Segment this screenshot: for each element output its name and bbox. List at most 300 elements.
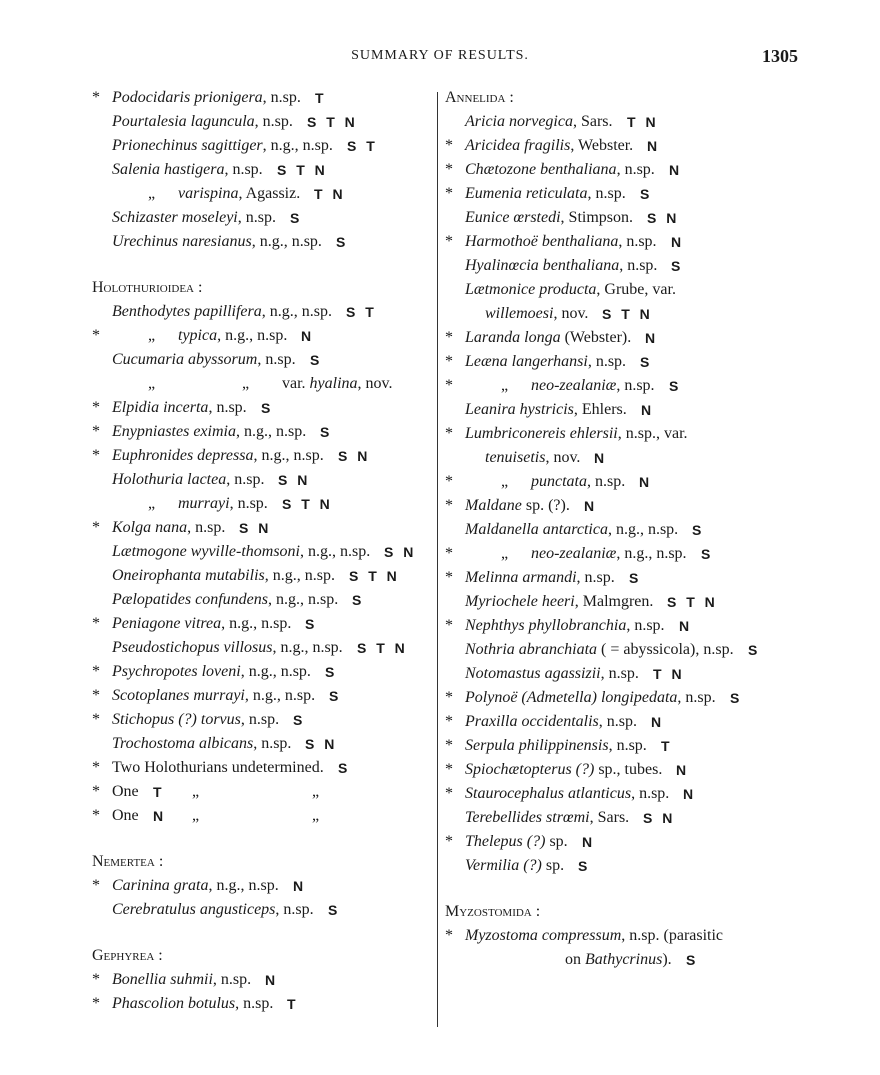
species-authority: , n.sp. [229,495,268,512]
species-authority: , n.g., n.sp. [264,567,335,584]
asterisk-marker: * [445,689,453,706]
species-name: Psychropotes loveni [112,663,241,680]
species-authority: sp. (?). [521,497,570,514]
distribution-code: S T N [357,640,408,656]
species-authority: , n.sp. [224,161,263,178]
species-line [112,396,247,420]
distribution-code: S [692,522,705,538]
species-line [282,372,393,396]
species-authority: , Agassiz. [238,185,301,202]
echinoidea-list [92,86,432,254]
asterisk-marker: * [445,617,453,634]
continuation-name: tenuisetis [485,449,546,466]
species-authority: , n.sp. (parasitic [621,927,724,944]
species-authority: , n.sp. [587,473,626,490]
distribution-code: S T N [602,306,653,322]
species-line [112,660,311,684]
asterisk-marker: * [445,497,453,514]
asterisk-marker: * [445,329,453,346]
species-name: Podocidaris prionigera [112,89,263,106]
species-authority: , n.g., n.sp. [251,233,322,250]
distribution-code: T N [314,186,346,202]
species-line [531,374,655,398]
asterisk-marker: * [445,377,453,394]
species-name: Thelepus (?) [465,833,546,850]
species-line [178,182,300,206]
species-line [465,254,657,278]
distribution-code: N [639,474,653,490]
species-name: Cucumaria abyssorum [112,351,258,368]
species-name: Serpula philippinensis [465,737,609,754]
species-name: Scotoplanes murrayi [112,687,245,704]
species-entry [92,540,432,564]
species-entry [445,254,795,278]
species-entry [445,710,795,734]
species-authority: , Grube, var. [596,281,676,298]
species-entry [445,662,795,686]
ditto-mark: „ [148,185,156,202]
species-entry [445,734,795,758]
distribution-code: S [748,642,761,658]
species-name: Stichopus (?) torvus [112,711,241,728]
distribution-code: S [578,858,591,874]
species-name: Cerebratulus angusticeps [112,901,276,918]
distribution-code: S N [643,810,676,826]
species-line [112,898,314,922]
species-name: Leanira hystricis [465,401,574,418]
distribution-code: S [261,400,274,416]
species-line [465,638,734,662]
asterisk-marker: * [445,737,453,754]
species-line [465,590,653,614]
species-line [465,326,631,350]
species-line [112,588,338,612]
asterisk-marker: * [445,785,453,802]
species-line [465,710,637,734]
distribution-code: N [651,714,665,730]
species-authority: , n.sp. [598,713,637,730]
species-name: Eumenia reticulata [465,185,588,202]
asterisk-marker: * [92,615,100,632]
species-entry [445,614,795,638]
asterisk-marker: * [445,161,453,178]
species-line [112,420,306,444]
species-entry [92,732,432,756]
species-authority: , n.sp. [237,209,276,226]
species-line [465,806,629,830]
species-line [465,566,615,590]
distribution-code: T [315,90,327,106]
species-entry [445,542,795,566]
distribution-code: N [584,498,598,514]
species-authority: , n.sp. [576,569,615,586]
species-authority: , n.sp. [226,471,265,488]
section-title-myzostomida: Myzostomida : [445,903,541,920]
running-head: SUMMARY OF RESULTS. [351,48,529,63]
distribution-code: N [594,450,608,466]
species-name: Peniagone vitrea [112,615,222,632]
distribution-code: N [683,786,697,802]
species-line [112,230,322,254]
distribution-code: S T N [349,568,400,584]
asterisk-marker: * [445,761,453,778]
species-name: Maldane [465,497,522,514]
species-authority: , n.sp. [262,89,301,106]
species-name: Lætmonice producta [465,281,597,298]
species-authority: , n.sp. [208,399,247,416]
species-authority: , n.g., n.sp. [272,639,343,656]
species-entry [92,396,432,420]
asterisk-marker: * [445,545,453,562]
species-authority: , n.g., n.sp. [262,137,333,154]
distribution-code: S [352,592,365,608]
ditto-mark: „ [501,377,509,394]
species-continuation [485,446,580,470]
species-entry [92,588,432,612]
species-name: Oneirophanta mutabilis [112,567,265,584]
distribution-code: S N [384,544,417,560]
distribution-code: S [671,258,684,274]
species-authority: , n.sp. [253,735,292,752]
species-authority: , n.sp. [619,257,658,274]
species-authority: , n.g., n.sp. [261,303,332,320]
species-line [465,782,669,806]
species-name: Nephthys phyllobranchia [465,617,627,634]
species-line [112,300,332,324]
asterisk-marker: * [92,399,100,416]
distribution-code: T N [653,666,685,682]
distribution-code: N [582,834,596,850]
asterisk-marker: * [445,713,453,730]
asterisk-marker: * [92,423,100,440]
species-name: Spiochætopterus (?) [465,761,595,778]
distribution-code: N [153,808,167,824]
asterisk-marker: * [92,995,100,1012]
species-authority: , n.sp., var. [617,425,688,442]
continuation-suffix: , nov. [553,305,589,322]
species-line [465,350,626,374]
species-entry [92,230,432,254]
distribution-code: S [320,424,333,440]
distribution-code: S [669,378,682,394]
species-entry [445,494,795,518]
species-line [465,686,716,710]
distribution-code: N [676,762,690,778]
species-line [112,158,263,182]
species-entry [445,518,795,542]
species-authority: sp. [541,857,565,874]
distribution-code: T [153,784,165,800]
species-entry [92,992,432,1016]
species-authority: , n.sp. [235,995,274,1012]
species-name: Aricia norvegica [465,113,573,130]
species-continuation [485,302,588,326]
species-entry [445,182,795,206]
species-authority: , n.sp. [631,785,670,802]
species-line [465,854,564,878]
ditto-mark: „ [312,807,320,824]
asterisk-marker: * [92,807,100,824]
species-line [465,230,657,254]
species-entry [445,590,795,614]
distribution-code: N [645,330,659,346]
left-column [92,86,432,1045]
species-line [465,398,627,422]
species-line [112,86,301,110]
species-authority: sp. [545,833,568,850]
gephyrea-list [92,968,432,1016]
species-entry [92,708,432,732]
species-line [112,134,333,158]
species-line [465,422,688,446]
species-line [465,518,678,542]
distribution-code: N [679,618,693,634]
species-name: Nothria abranchiata [465,641,598,658]
species-name: Kolga nana [112,519,188,536]
species-entry [92,492,432,516]
species-line [112,516,225,540]
species-line [112,874,279,898]
species-name: Notomastus agassizii [465,665,601,682]
species-entry [445,470,795,494]
species-line [465,662,639,686]
species-continuation [565,948,672,972]
species-entry [92,968,432,992]
ditto-mark: „ [312,783,320,800]
species-entry [92,516,432,540]
distribution-code: S T N [277,162,328,178]
species-name: Myzostoma compressum [465,927,622,944]
species-authority: , n.sp. [618,233,657,250]
distribution-code: S [329,688,342,704]
asterisk-marker: * [92,711,100,728]
species-entry [445,110,795,134]
ditto-mark: „ [148,375,156,392]
species-name: Pourtalesia laguncula [112,113,255,130]
species-line [465,110,613,134]
species-entry [445,806,795,830]
species-authority: , n.sp. [600,665,639,682]
distribution-code: S T N [667,594,718,610]
distribution-code: S T [347,138,378,154]
species-line [112,636,343,660]
asterisk-marker: * [92,971,100,988]
species-name: murrayi [178,495,230,512]
ditto-mark: „ [501,545,509,562]
species-line [112,206,276,230]
distribution-code: N [669,162,683,178]
entry-text: Two Holothurians undetermined. [112,759,324,776]
species-entry [445,422,795,470]
ditto-mark: „ [242,375,250,392]
section-title-annelida: Annelida : [445,89,514,106]
distribution-code: T N [627,114,659,130]
asterisk-marker: * [445,185,453,202]
species-entry [445,230,795,254]
species-line [465,494,570,518]
asterisk-marker: * [445,569,453,586]
species-entry [92,300,432,324]
asterisk-marker: * [92,783,100,800]
species-name: Lætmogone wyville-thomsoni [112,543,300,560]
species-line [112,708,279,732]
species-line [178,324,287,348]
species-authority: , n.g., n.sp. [208,877,279,894]
asterisk-marker: * [92,447,100,464]
species-name: Aricidea fragilis [465,137,571,154]
species-entry [445,398,795,422]
species-line [112,968,251,992]
species-entry [92,780,432,804]
annelida-list [445,110,795,878]
distribution-code: S [701,546,714,562]
species-line [531,470,625,494]
species-entry [445,326,795,350]
asterisk-marker: * [445,353,453,370]
species-line [178,492,268,516]
species-name: Phascolion botulus [112,995,236,1012]
species-name: Chætozone benthaliana [465,161,617,178]
species-authority: , n.sp. [616,377,655,394]
entry-text: One [112,783,139,800]
species-authority: , n.sp. [677,689,716,706]
species-name: Vermilia (?) [465,857,542,874]
species-name: typica [178,327,218,344]
species-line [531,542,687,566]
species-authority: , Sars. [572,113,613,130]
species-authority: , n.g., n.sp. [235,423,307,440]
continuation-suffix: , nov. [545,449,581,466]
species-authority: , n.g., n.sp. [244,687,316,704]
species-line [112,612,291,636]
species-entry [445,374,795,398]
species-name: Hyalinœcia benthaliana [465,257,620,274]
species-authority: , Sars. [589,809,630,826]
species-name: Salenia hastigera [112,161,225,178]
species-authority: , n.sp. [616,161,655,178]
species-name: Laranda longa [465,329,561,346]
species-entry [92,110,432,134]
species-name: Pseudostichopus villosus [112,639,273,656]
species-entry [445,134,795,158]
species-line [112,564,335,588]
distribution-code: N [647,138,661,154]
distribution-code: S [290,210,303,226]
species-authority: , n.sp. [275,901,314,918]
species-entry [92,182,432,206]
distribution-code: N [641,402,655,418]
species-entry [92,158,432,182]
asterisk-marker: * [445,833,453,850]
column-divider [437,92,438,1027]
species-authority: (Webster). [560,329,632,346]
continuation-suffix: ). [662,951,672,968]
species-name: Praxilla occidentalis [465,713,599,730]
species-entry [92,134,432,158]
page-number: 1305 [762,46,798,66]
species-entry [445,758,795,782]
species-name: Enypniastes eximia [112,423,236,440]
species-entry [92,660,432,684]
distribution-code: S [293,712,306,728]
species-line [112,444,324,468]
species-entry [445,830,795,854]
distribution-code: S [305,616,318,632]
species-authority: , n.sp. [240,711,280,728]
right-column [445,86,795,1045]
asterisk-marker: * [92,759,100,776]
species-name: Staurocephalus atlanticus [465,785,632,802]
species-name: Euphronides depressa [112,447,254,464]
species-name: Elpidia incerta [112,399,209,416]
species-entry [445,638,795,662]
distribution-code: S T [346,304,377,320]
species-authority: , n.sp. [587,185,626,202]
distribution-code: S [325,664,338,680]
species-entry [92,420,432,444]
species-name: Carinina grata [112,877,209,894]
species-name: Prionechinus sagittiger [112,137,263,154]
species-entry [92,444,432,468]
asterisk-marker: * [445,233,453,250]
species-name: Trochostoma albicans [112,735,254,752]
asterisk-marker: * [445,473,453,490]
species-entry [445,158,795,182]
asterisk-marker: * [92,89,100,106]
species-entry [445,278,795,326]
species-name: Harmothoë benthaliana [465,233,619,250]
species-entry [92,324,432,348]
species-line [112,992,273,1016]
species-line [112,732,291,756]
distribution-code: S N [338,448,371,464]
species-authority: , n.g., n.sp. [240,663,311,680]
species-name: Polynoë (Admetella) longipedata [465,689,678,706]
species-authority: , nov. [357,375,393,392]
species-name: Urechinus naresianus [112,233,252,250]
species-authority: , n.g., n.sp. [217,327,288,344]
species-authority: , n.sp. [254,113,293,130]
species-line [465,830,568,854]
ditto-mark: „ [148,327,156,344]
nemertea-list [92,874,432,922]
species-line [465,278,676,302]
myzostomida-list [445,924,795,972]
species-name: neo-zealaniæ [531,377,617,394]
species-entry [445,686,795,710]
distribution-code: S N [278,472,311,488]
ditto-mark: „ [148,495,156,512]
species-entry [92,636,432,660]
species-line [465,206,633,230]
species-name: Melinna armandi [465,569,577,586]
species-entry [92,372,432,396]
species-authority: , n.g., n.sp. [267,591,339,608]
distribution-code: S T N [282,496,333,512]
species-entry [92,468,432,492]
continuation-name: willemoesi [485,305,554,322]
species-line [112,468,264,492]
species-entry [92,86,432,110]
asterisk-marker: * [445,137,453,154]
species-name: Myriochele heeri [465,593,575,610]
asterisk-marker: * [445,927,453,944]
species-authority: ( = abyssicola), n.sp. [597,641,734,658]
species-authority: , n.g., n.sp. [616,545,687,562]
species-line [465,614,665,638]
species-entry [92,612,432,636]
species-entry [445,924,795,972]
